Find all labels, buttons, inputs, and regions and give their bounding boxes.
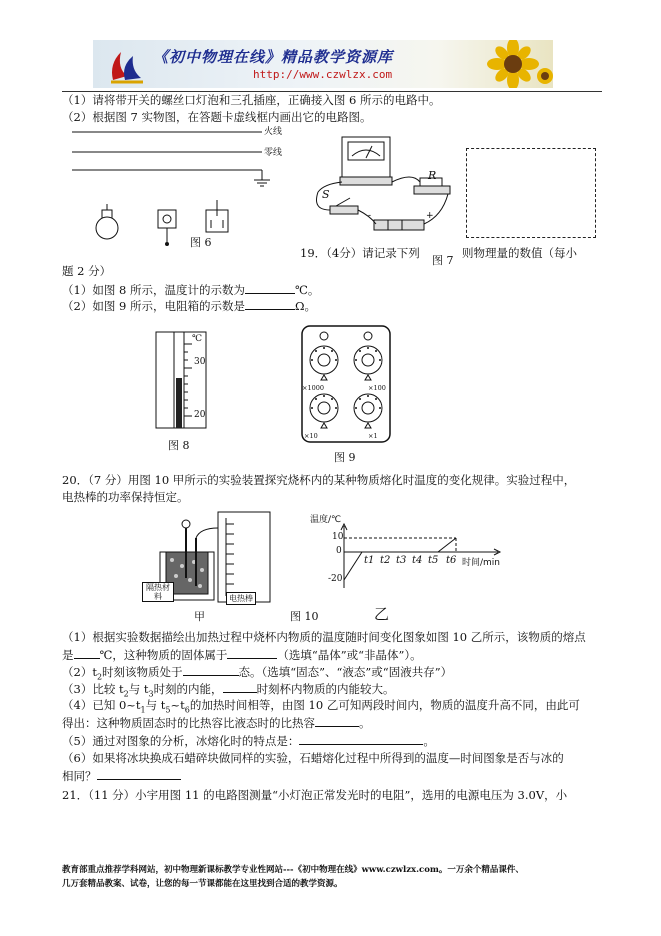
q20-part6 [62, 768, 181, 784]
q20-part4-a: （4）已知 0~t [62, 698, 141, 712]
svg-text:+: + [426, 211, 434, 221]
q20-part4-c: ~t [170, 698, 185, 712]
paraffin-blank[interactable] [97, 768, 181, 780]
resistance-answer-blank[interactable] [245, 298, 295, 310]
q20-part1 [62, 647, 422, 663]
graph-t2: t2 [380, 555, 391, 566]
solid-type-blank[interactable] [227, 647, 277, 659]
q20-part1-c: ℃，这种物质的固体属于 [99, 648, 228, 662]
footer-line-1: 教育部重点推荐学科网站，初中物理新课标教学专业性网站---《初中物理在线》www.czwlzx.com。一万余个精品课件、 [62, 865, 524, 875]
q20-intro-2: 电热棒的功率保持恒定。 [62, 490, 189, 504]
q20-part4-e: 得出：这种物质固态时的比热容比液态时的比热容 [62, 716, 315, 730]
svg-text:-: - [368, 211, 372, 221]
q20-part6-a: （6）如果将冰块换成石蜡碎块做同样的实验，石蜡熔化过程中所得到的温度—时间图象是否与冰的 [62, 751, 564, 765]
answer-box [466, 148, 596, 238]
label-jia: 甲 [194, 610, 205, 623]
q20-part3-a: （3）比较 t [62, 682, 124, 696]
q19-heading-c: 题 2 分） [62, 264, 112, 278]
graph-t5: t5 [428, 555, 439, 566]
melting-feature-blank[interactable] [299, 733, 423, 745]
q19-heading-a: 19．（4分）请记录下列 [300, 246, 420, 260]
graph-ytick-minus20: -20 [328, 574, 343, 584]
bulb-icon [96, 204, 118, 239]
figure-6-circuit [62, 124, 297, 254]
graph-t1: t1 [364, 555, 375, 566]
ammeter-icon [340, 137, 392, 185]
header-rule [62, 91, 602, 92]
thermometer-answer-blank[interactable] [245, 282, 295, 294]
figure-7-caption: 图 7 [432, 254, 454, 267]
figure-10-caption: 图 10 [290, 610, 319, 623]
q18-part1: （1）请将带开关的螺丝口灯泡和三孔插座，正确接入图 6 所示的电路中。 [62, 93, 441, 107]
melting-point-blank[interactable] [74, 647, 100, 659]
neutral-wire-label: 零线 [264, 148, 283, 158]
thermometer-tick-20: 20 [194, 410, 206, 420]
graph-t4: t4 [412, 555, 423, 566]
q19-heading-b: 则物理量的数值（每小 [462, 246, 577, 260]
switch-s-icon [330, 198, 358, 214]
q20-part6-b: 相同？ [62, 769, 97, 783]
figure-9-caption: 图 9 [334, 451, 356, 464]
q20-part3-c: 时刻的内能， [153, 682, 223, 696]
q20-part3-sub2: 3 [148, 689, 154, 699]
q20-part2-a: （2）t [62, 665, 97, 679]
sunflower-icon [473, 40, 553, 88]
q20-part1-d: （选填“晶体”或“非晶体”）。 [277, 648, 422, 662]
q19-part2-unit: Ω。 [294, 299, 316, 313]
q20-intro-1: 20．（7 分）用图 10 甲所示的实验装置探究烧杯内的某种物质熔化时温度的变化规律。实验过程中， [62, 473, 576, 487]
q20-part1-a: （1）根据实验数据描绘出加热过程中烧杯内物质的温度随时间变化图象如图 10 乙所示，该物质的熔点 [62, 630, 586, 644]
q19-part1-unit: ℃。 [294, 283, 320, 297]
q20-part3-b: 与 t [128, 682, 149, 696]
banner-url: http://www.czwlzx.com [253, 68, 393, 81]
graph-ytick-0: 0 [336, 546, 342, 556]
dial-label-100: ×100 [368, 384, 386, 392]
q20-part5-b: 。 [423, 734, 435, 748]
logo-icon [107, 46, 145, 84]
footer-line-2: 几万套精品教案、试卷，让您的每一节课都能在这里找到合适的教学资源。 [62, 879, 343, 889]
q19-part2 [62, 298, 316, 314]
q20-part2-c: 态。（选填“固态”、“液态”或“固液共存”） [238, 665, 453, 679]
q20-part4-sub3: 6 [184, 705, 190, 715]
q20-part3-sub1: 2 [123, 689, 129, 699]
q20-part2-sub: 2 [96, 672, 103, 682]
graph-t3: t3 [396, 555, 407, 566]
graph-xlabel: 时间/min [462, 558, 501, 568]
thermometer-tick-30: 30 [194, 357, 206, 367]
internal-energy-blank[interactable] [223, 681, 257, 693]
label-heater: 电热棒 [226, 592, 256, 605]
socket-icon [206, 200, 228, 232]
figure-7-apparatus [302, 132, 462, 242]
q20-part4-sub2: 5 [165, 705, 171, 715]
battery-icon [374, 220, 424, 230]
specific-heat-blank[interactable] [315, 715, 359, 727]
thermometer-unit: ℃ [192, 334, 203, 344]
q19-part1-text: （1）如图 8 所示，温度计的示数为 [62, 283, 245, 297]
dial-label-10: ×10 [304, 432, 318, 440]
q20-part4-sub1: 1 [140, 705, 146, 715]
switch-icon [158, 210, 176, 246]
figure-6-caption: 图 6 [190, 236, 212, 249]
label-yi: 乙 [374, 605, 390, 623]
label-insulation: 隔热材料 [142, 582, 174, 602]
q20-part4-cont [62, 715, 371, 731]
q19-part2-text: （2）如图 9 所示，电阻箱的示数是 [62, 299, 245, 313]
q18-part2: （2）根据图 7 实物图，在答题卡虚线框内画出它的电路图。 [62, 110, 372, 124]
banner-title: 《初中物理在线》精品教学资源库 [153, 48, 394, 66]
dial-label-1000: ×1000 [302, 384, 324, 392]
label-s: S [322, 188, 330, 201]
header-banner [93, 40, 553, 88]
graph-ytick-10: 10 [332, 532, 344, 542]
q20-part4-b: 与 t [145, 698, 166, 712]
state-blank[interactable] [183, 664, 239, 676]
graph-ylabel: 温度/℃ [310, 515, 342, 525]
q20-part4-d: 的加热时间相等，由图 10 乙可知两段时间内，物质的温度升高不同，由此可 [189, 698, 580, 712]
q20-part4-f: 。 [359, 716, 371, 730]
label-r: R [428, 169, 437, 182]
q20-part3-d: 时刻杯内物质的内能较大。 [256, 682, 395, 696]
q21-text: 21．（11 分）小宇用图 11 的电路图测量“小灯泡正常发光时的电阻”，选用的电源电压为 3.0V，小 [62, 788, 568, 802]
dial-label-1: ×1 [368, 432, 378, 440]
live-wire-label: 火线 [264, 127, 283, 137]
q19-part1 [62, 282, 319, 298]
figure-8-caption: 图 8 [168, 439, 190, 452]
q20-part1-b: 是 [62, 648, 74, 662]
q20-part5 [62, 733, 435, 749]
q20-part5-a: （5）通过对图象的分析，冰熔化时的特点是： [62, 734, 300, 748]
graph-t6: t6 [446, 555, 457, 566]
q20-part2-b: 时刻该物质处于 [102, 665, 183, 679]
